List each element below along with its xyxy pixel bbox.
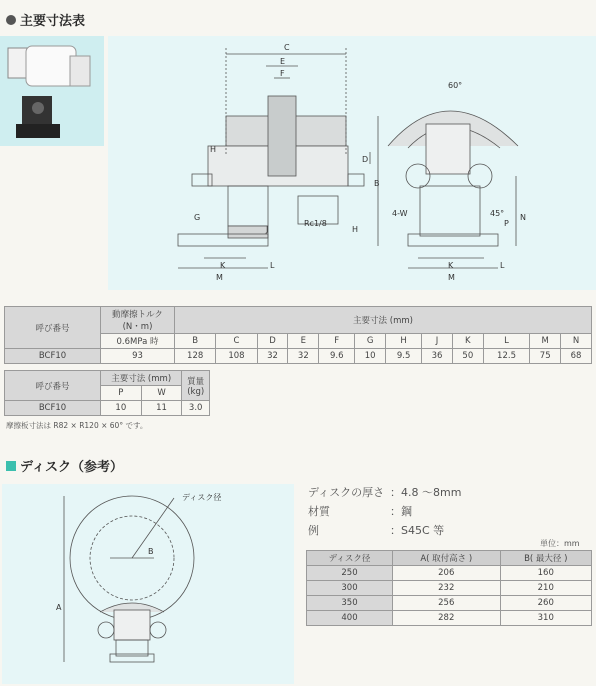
label-J: J bbox=[266, 225, 269, 234]
th-mount-height: A( 取付高さ ) bbox=[393, 551, 501, 566]
cell: 400 bbox=[307, 611, 393, 626]
th-dims: 主要寸法 (mm) bbox=[101, 371, 182, 386]
th-model: 呼び番号 bbox=[5, 371, 101, 401]
cell: 250 bbox=[307, 566, 393, 581]
cell: 310 bbox=[500, 611, 591, 626]
label-E: E bbox=[280, 57, 286, 66]
cell: 282 bbox=[393, 611, 501, 626]
th-torque-sub: 0.6MPa 時 bbox=[101, 334, 175, 349]
cell-value: 10 bbox=[101, 401, 142, 416]
product-photo bbox=[0, 36, 104, 146]
th-dim: N bbox=[561, 334, 592, 349]
cell-value: 128 bbox=[175, 349, 216, 364]
friction-plate-note: 摩擦板寸法は R82 × R120 × 60° です。 bbox=[6, 421, 148, 430]
dimension-drawing bbox=[108, 36, 596, 290]
spec-key: ディスクの厚さ bbox=[308, 486, 385, 499]
cell-value: 36 bbox=[422, 349, 453, 364]
cell: 232 bbox=[393, 581, 501, 596]
th-dim: J bbox=[422, 334, 453, 349]
spec-row bbox=[308, 522, 461, 538]
th-dim: E bbox=[288, 334, 319, 349]
spec-value: ：鋼 bbox=[390, 505, 412, 518]
th-dim: F bbox=[319, 334, 355, 349]
th-dim: D bbox=[257, 334, 288, 349]
spec-value: ：S45C 等 bbox=[390, 524, 445, 537]
label-N: N bbox=[520, 213, 526, 222]
label-M: M bbox=[216, 273, 223, 282]
spec-row bbox=[308, 503, 461, 519]
cell: 350 bbox=[307, 596, 393, 611]
label-H2: H bbox=[352, 225, 359, 234]
label-45deg: 45° bbox=[490, 209, 505, 218]
label-M-side: M bbox=[448, 273, 455, 282]
th-dim: M bbox=[530, 334, 561, 349]
label-A-disk: A bbox=[56, 603, 62, 612]
label-4W: 4-W bbox=[392, 209, 408, 218]
disk-spec bbox=[308, 484, 461, 538]
section-title-dimensions bbox=[6, 10, 85, 29]
cell-torque: 93 bbox=[101, 349, 175, 364]
label-Rc: Rc1/8 bbox=[304, 219, 327, 228]
cell: 256 bbox=[393, 596, 501, 611]
spec-row bbox=[308, 484, 461, 500]
th-dim: B bbox=[175, 334, 216, 349]
cell: 210 bbox=[500, 581, 591, 596]
cell-value: 108 bbox=[216, 349, 257, 364]
th-dim: H bbox=[386, 334, 422, 349]
cell-mass: 3.0 bbox=[182, 401, 210, 416]
th-dims: 主要寸法 (mm) bbox=[175, 307, 592, 334]
cell: 160 bbox=[500, 566, 591, 581]
cell-value: 11 bbox=[141, 401, 182, 416]
dimension-table-secondary bbox=[4, 370, 210, 416]
disk-drawing-panel bbox=[2, 484, 294, 684]
spec-key: 材質 bbox=[308, 505, 330, 518]
cell: 206 bbox=[393, 566, 501, 581]
th-max-diameter: B( 最大径 ) bbox=[500, 551, 591, 566]
unit-label: 単位：mm bbox=[540, 539, 580, 548]
section-title-text: 主要寸法表 bbox=[20, 14, 86, 29]
label-P: P bbox=[504, 219, 509, 228]
cell-value: 50 bbox=[452, 349, 483, 364]
th-dim: P bbox=[101, 386, 142, 401]
cell: 260 bbox=[500, 596, 591, 611]
table-row bbox=[307, 611, 592, 626]
cell: 300 bbox=[307, 581, 393, 596]
label-C: C bbox=[284, 43, 290, 52]
bullet-square-icon bbox=[6, 461, 16, 471]
label-F: F bbox=[280, 69, 285, 78]
cell-value: 9.6 bbox=[319, 349, 355, 364]
cell-value: 12.5 bbox=[483, 349, 530, 364]
label-H: H bbox=[210, 145, 217, 154]
disk-size-table bbox=[306, 550, 592, 626]
th-dim: C bbox=[216, 334, 257, 349]
th-disk-diameter: ディスク径 bbox=[307, 551, 393, 566]
label-B: B bbox=[374, 179, 380, 188]
cell-value: 32 bbox=[288, 349, 319, 364]
table-row bbox=[307, 566, 592, 581]
label-G: G bbox=[194, 213, 201, 222]
th-dim: L bbox=[483, 334, 530, 349]
section-title-disk bbox=[6, 456, 123, 475]
brake-unit-image bbox=[0, 36, 104, 146]
th-dim: K bbox=[452, 334, 483, 349]
spec-value: ：4.8 ～8mm bbox=[390, 486, 462, 499]
table-row bbox=[5, 349, 592, 364]
label-60deg: 60° bbox=[448, 81, 463, 90]
label-disk-diameter: ディスク径 bbox=[182, 493, 222, 502]
th-dim: G bbox=[355, 334, 386, 349]
label-B-disk: B bbox=[148, 547, 154, 556]
cell-value: 9.5 bbox=[386, 349, 422, 364]
cell-value: 68 bbox=[561, 349, 592, 364]
bullet-circle-icon bbox=[6, 15, 16, 25]
cell-model: BCF10 bbox=[5, 349, 101, 364]
cell-value: 10 bbox=[355, 349, 386, 364]
cell-model: BCF10 bbox=[5, 401, 101, 416]
th-dim: W bbox=[141, 386, 182, 401]
dimension-table-main bbox=[4, 306, 592, 364]
label-L: L bbox=[270, 261, 275, 270]
disk-drawing bbox=[2, 484, 294, 684]
cell-value: 75 bbox=[530, 349, 561, 364]
th-model: 呼び番号 bbox=[5, 307, 101, 349]
spec-key: 例 bbox=[308, 524, 319, 537]
label-K-side: K bbox=[448, 261, 454, 270]
drawing-panel bbox=[108, 36, 596, 290]
label-D: D bbox=[362, 155, 369, 164]
label-L-side: L bbox=[500, 261, 505, 270]
th-torque: 動摩擦トルク (N・m) bbox=[101, 307, 175, 334]
th-mass: 質量 (kg) bbox=[182, 371, 210, 401]
table-row bbox=[307, 596, 592, 611]
label-K: K bbox=[220, 261, 226, 270]
table-row bbox=[5, 401, 210, 416]
cell-value: 32 bbox=[257, 349, 288, 364]
table-row bbox=[307, 581, 592, 596]
section-title-text: ディスク（参考） bbox=[20, 460, 123, 475]
